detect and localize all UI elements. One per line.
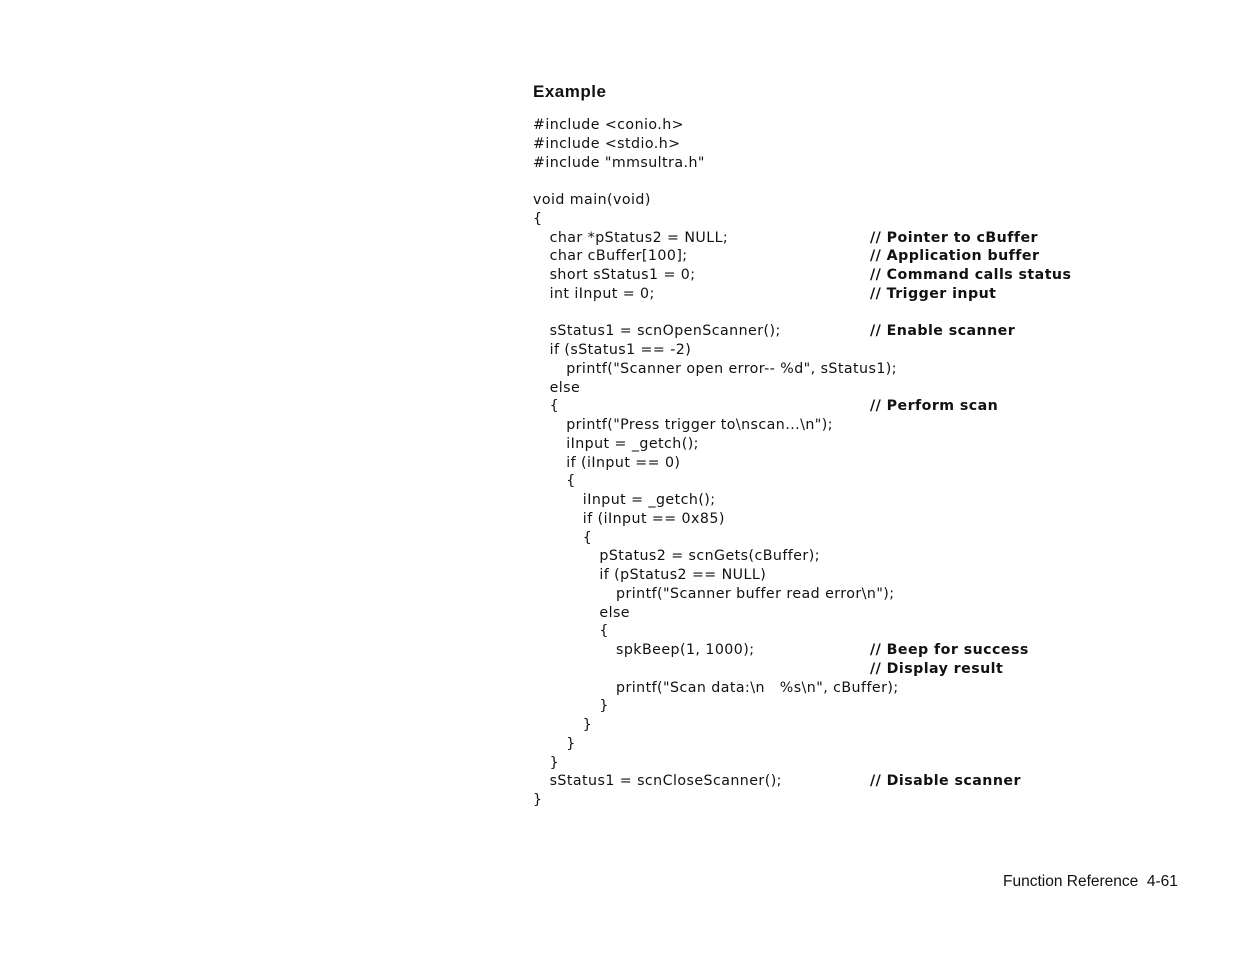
code-text: printf("Scanner buffer read error\n"); [616, 585, 895, 602]
code-comment: // Disable scanner [870, 773, 1021, 790]
code-text: int iInput = 0; [549, 285, 655, 302]
code-line [533, 341, 1133, 360]
code-line [533, 472, 1133, 491]
code-text: printf("Press trigger to\nscan...\n"); [566, 417, 833, 433]
code-line [533, 247, 1133, 266]
code-line [533, 360, 1133, 379]
code-line [533, 154, 1133, 173]
code-text: sStatus1 = scnOpenScanner(); [549, 323, 781, 340]
code-line [533, 379, 1133, 398]
code-text: else [549, 379, 581, 396]
code-text: iInput = _getch(); [566, 435, 699, 452]
code-line [533, 510, 1133, 529]
code-line [533, 454, 1133, 473]
code-line [533, 754, 1133, 773]
code-line [533, 641, 1133, 660]
code-text: #include <conio.h> [533, 117, 685, 133]
code-line [533, 435, 1133, 454]
code-line [533, 566, 1133, 585]
code-line [533, 679, 1133, 698]
code-comment: // Display result [870, 660, 1004, 677]
code-text: { [533, 210, 543, 227]
code-comment: // Enable scanner [870, 323, 1016, 340]
code-text: } [599, 698, 609, 715]
code-line [533, 285, 1133, 304]
code-line [533, 116, 1133, 135]
code-line [533, 266, 1133, 285]
code-line [533, 397, 1133, 416]
code-line [533, 304, 1133, 323]
code-text: printf("Scanner open error-- %d", sStatus1); [566, 360, 898, 377]
code-text: if (sStatus1 == -2) [549, 342, 692, 358]
code-comment: // Command calls status [870, 267, 1072, 283]
code-text: } [582, 717, 593, 733]
code-text: } [566, 735, 576, 752]
code-text: { [566, 473, 576, 490]
code-text: if (iInput == 0) [566, 454, 681, 471]
code-comment: // Perform scan [870, 398, 999, 415]
code-line [533, 416, 1133, 435]
code-comment: // Beep for success [870, 642, 1029, 658]
code-text: if (pStatus2 == NULL) [599, 567, 767, 583]
code-comment: // Pointer to cBuffer [870, 229, 1038, 246]
code-line [533, 735, 1133, 754]
code-text: { [599, 623, 609, 640]
code-text: if (iInput == 0x85) [582, 510, 725, 527]
code-text: spkBeep(1, 1000); [616, 642, 755, 658]
code-comment: // Trigger input [870, 285, 997, 302]
code-line [533, 172, 1133, 191]
code-line [533, 210, 1133, 229]
code-text: void main(void) [533, 192, 651, 208]
page-footer: Function Reference 4-61 [1003, 873, 1178, 890]
code-line [533, 322, 1133, 341]
code-text: short sStatus1 = 0; [549, 267, 696, 283]
code-text: printf("Scan data:\n %s\n", cBuffer); [616, 679, 899, 696]
code-line [533, 716, 1133, 735]
code-line [533, 547, 1133, 566]
code-line [533, 229, 1133, 248]
code-text: #include <stdio.h> [533, 135, 681, 152]
code-text: pStatus2 = scnGets(cBuffer); [599, 548, 820, 565]
code-text: sStatus1 = scnCloseScanner(); [549, 773, 782, 790]
code-text: #include "mmsultra.h" [533, 154, 705, 171]
code-line [533, 135, 1133, 154]
code-text: char cBuffer[100]; [549, 248, 688, 265]
code-line [533, 585, 1133, 604]
code-line [533, 660, 1133, 679]
code-line [533, 697, 1133, 716]
code-comment: // Application buffer [870, 248, 1040, 265]
code-text: else [599, 604, 630, 621]
code-line [533, 622, 1133, 641]
code-text: { [549, 398, 560, 415]
code-text: char *pStatus2 = NULL; [549, 229, 729, 246]
code-text: { [582, 529, 593, 546]
code-example [533, 116, 1133, 810]
code-line [533, 491, 1133, 510]
code-text: } [533, 792, 543, 808]
section-heading: Example [533, 82, 607, 101]
code-text: iInput = _getch(); [582, 492, 716, 508]
code-text: } [549, 754, 560, 771]
code-line [533, 529, 1133, 548]
code-line [533, 791, 1133, 810]
code-line [533, 191, 1133, 210]
code-line [533, 772, 1133, 791]
code-line [533, 604, 1133, 623]
